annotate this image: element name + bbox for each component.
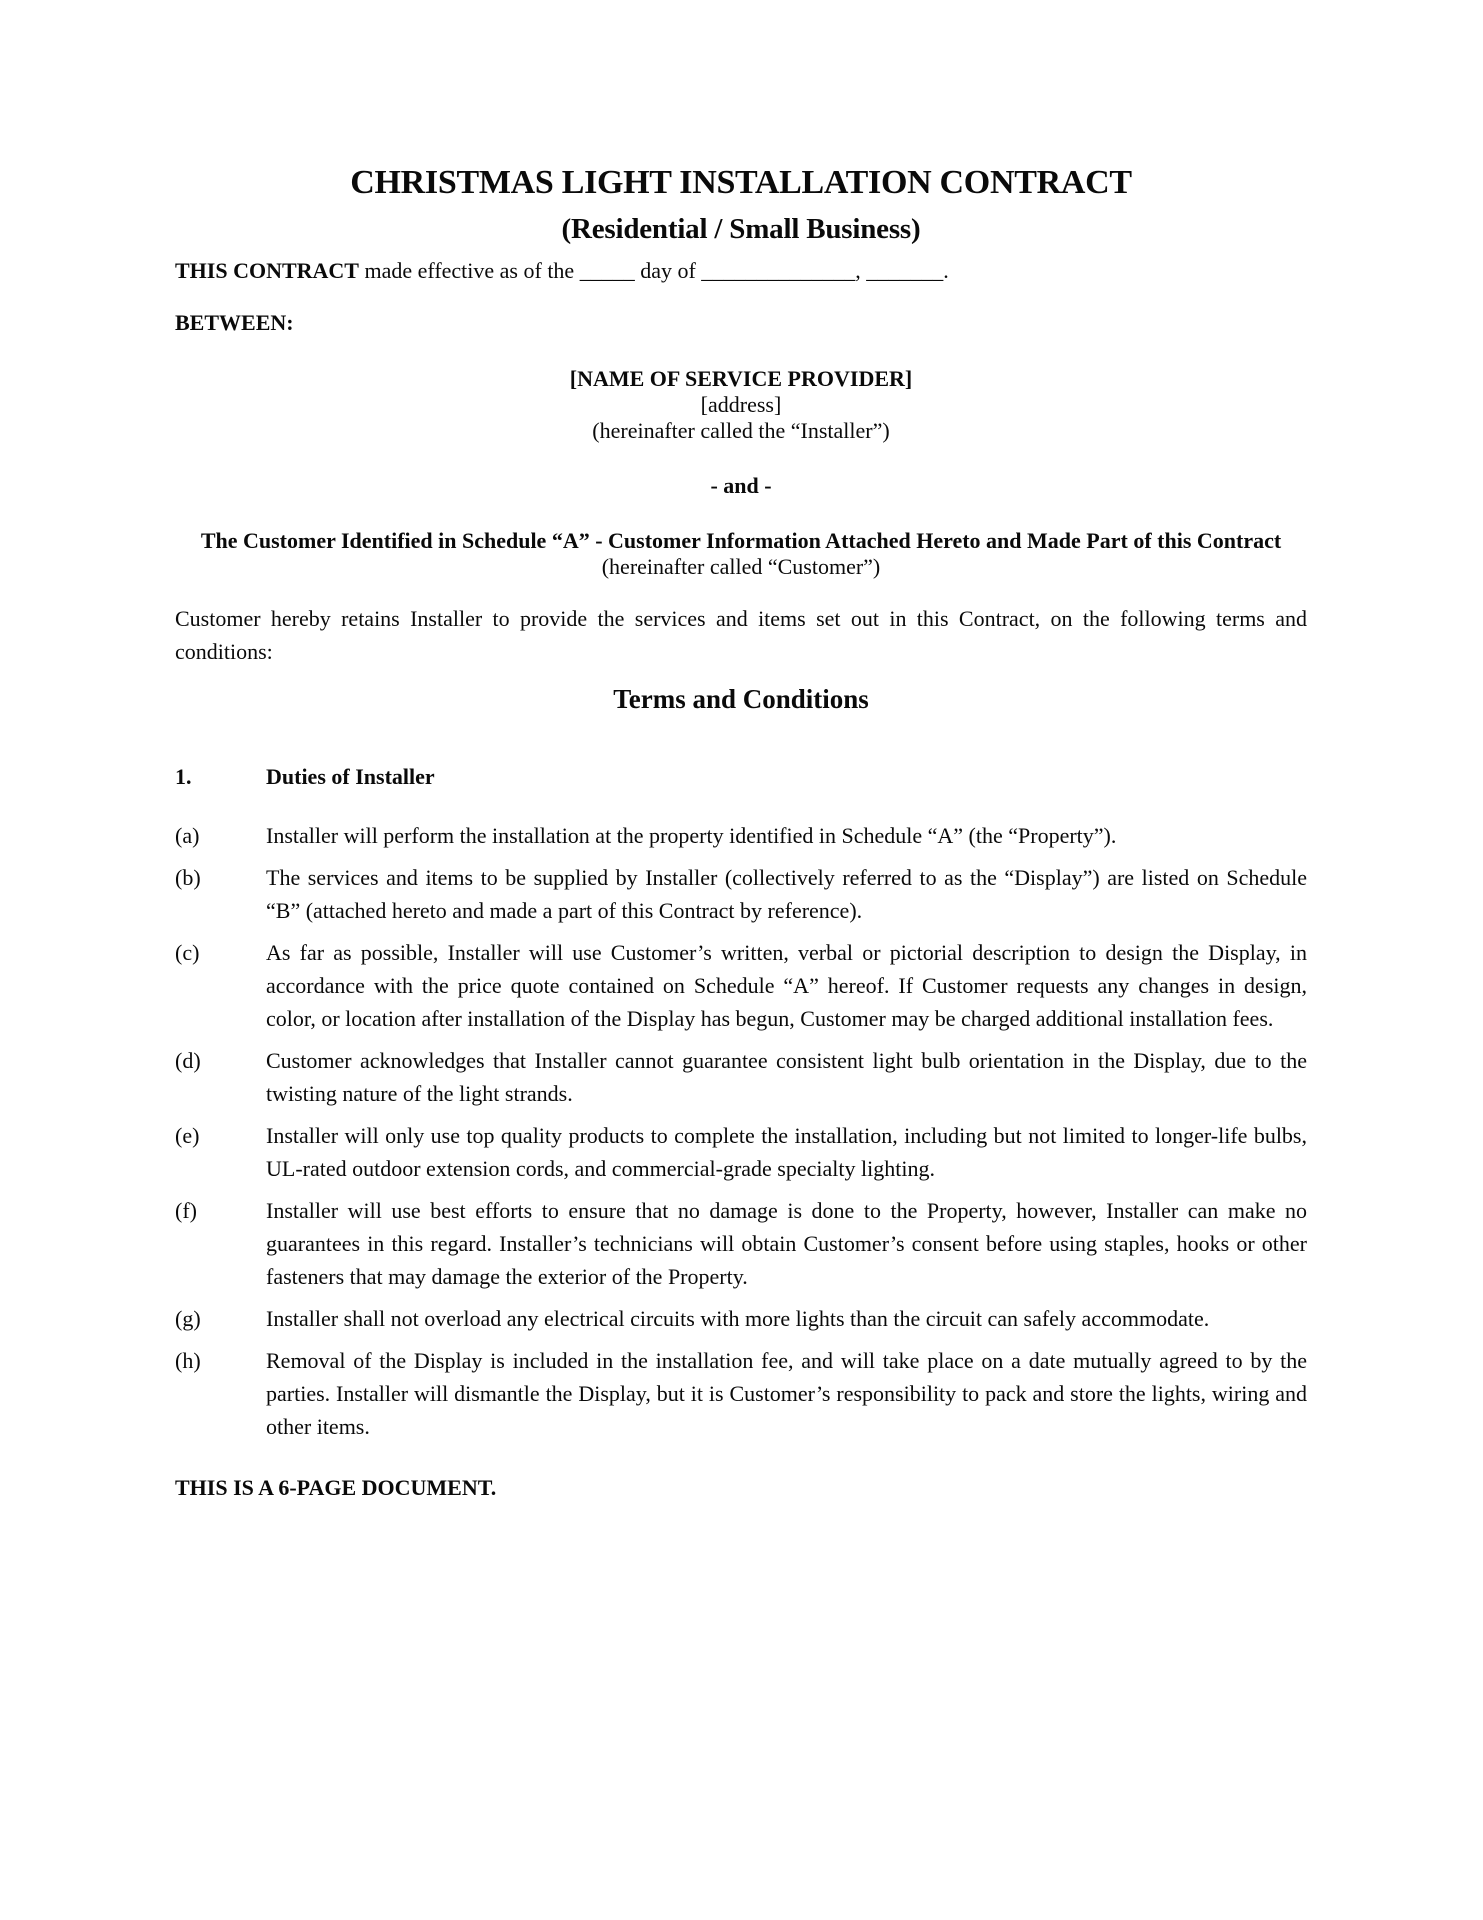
clause-d-row bbox=[175, 1044, 1307, 1110]
service-provider-address: [address] bbox=[700, 392, 782, 417]
clause-a-label: (a) bbox=[175, 823, 200, 848]
document-subtitle: (Residential / Small Business) bbox=[561, 213, 921, 245]
service-provider-name: [NAME OF SERVICE PROVIDER] bbox=[569, 366, 913, 391]
clause-e-label: (e) bbox=[175, 1123, 200, 1148]
between-label: BETWEEN: bbox=[175, 310, 294, 335]
effective-date-line bbox=[175, 254, 1307, 287]
clause-e-row bbox=[175, 1119, 1307, 1185]
clause-c-text: As far as possible, Installer will use Customer’s written, verbal or pictorial description to design the Display, in accordance with the price quote contained on Schedule “A” hereof. If Customer requests any changes in design, color, or location after installation of the Display has begun, Customer may be charged additional installation fees. bbox=[266, 940, 1307, 1031]
clause-b-row bbox=[175, 861, 1307, 927]
customer-alias: (hereinafter called “Customer”) bbox=[601, 554, 881, 579]
customer-block bbox=[175, 527, 1307, 580]
clause-f-text: Installer will use best efforts to ensure that no damage is done to the Property, however, Installer can make no guarantees in this regard. Installer’s technicians will obtain Customer’s consent before using staples, hooks or other fasteners that may damage the exterior of the Property. bbox=[266, 1198, 1307, 1289]
clause-f-row bbox=[175, 1194, 1307, 1293]
clause-h-row bbox=[175, 1344, 1307, 1443]
service-provider-alias: (hereinafter called the “Installer”) bbox=[592, 418, 890, 443]
retainer-paragraph: Customer hereby retains Installer to provide the services and items set out in this Contract, on the following terms and conditions: bbox=[175, 606, 1307, 664]
service-provider-block bbox=[175, 366, 1307, 444]
section-number: 1. bbox=[175, 764, 192, 789]
clause-h-label: (h) bbox=[175, 1348, 201, 1373]
clause-a-text: Installer will perform the installation at the property identified in Schedule “A” (the “Property”). bbox=[266, 823, 1117, 848]
clause-a-row bbox=[175, 819, 1307, 852]
clause-d-text: Customer acknowledges that Installer cannot guarantee consistent light bulb orientation in the Display, due to the twisting nature of the light strands. bbox=[266, 1048, 1307, 1106]
clause-c-label: (c) bbox=[175, 940, 200, 965]
effective-date-blanks: made effective as of the _____ day of ______________, _______. bbox=[358, 258, 949, 283]
clause-g-row bbox=[175, 1302, 1307, 1335]
section-title: Duties of Installer bbox=[266, 764, 435, 789]
section-duties-of-installer bbox=[175, 760, 1307, 1443]
clause-f-label: (f) bbox=[175, 1198, 197, 1223]
clause-b-text: The services and items to be supplied by Installer (collectively referred to as the “Display”) are listed on Schedule “B” (attached hereto and made a part of this Contract by reference). bbox=[266, 865, 1307, 923]
clause-b-label: (b) bbox=[175, 865, 201, 890]
and-separator: - and - bbox=[710, 473, 772, 498]
clause-e-text: Installer will only use top quality products to complete the installation, including but not limited to longer-life bulbs, UL-rated outdoor extension cords, and commercial-grade specialty lighting. bbox=[266, 1123, 1307, 1181]
clause-g-text: Installer shall not overload any electrical circuits with more lights than the circuit can safely accommodate. bbox=[266, 1306, 1210, 1331]
clause-c-row bbox=[175, 936, 1307, 1035]
effective-date-lead: THIS CONTRACT bbox=[175, 258, 359, 283]
clause-h-text: Removal of the Display is included in the installation fee, and will take place on a date mutually agreed to by the parties. Installer will dismantle the Display, but it is Customer’s responsibility to pack and store the lights, wiring and other items. bbox=[266, 1348, 1307, 1439]
page-count-note: THIS IS A 6-PAGE DOCUMENT. bbox=[175, 1475, 497, 1500]
document-title: CHRISTMAS LIGHT INSTALLATION CONTRACT bbox=[350, 164, 1132, 201]
customer-name-line: The Customer Identified in Schedule “A” - Customer Information Attached Hereto and Made Part of this Contract bbox=[200, 528, 1282, 553]
section-title-row bbox=[175, 760, 1307, 793]
clause-d-label: (d) bbox=[175, 1048, 201, 1073]
terms-and-conditions-heading: Terms and Conditions bbox=[613, 684, 869, 714]
clause-g-label: (g) bbox=[175, 1306, 201, 1331]
